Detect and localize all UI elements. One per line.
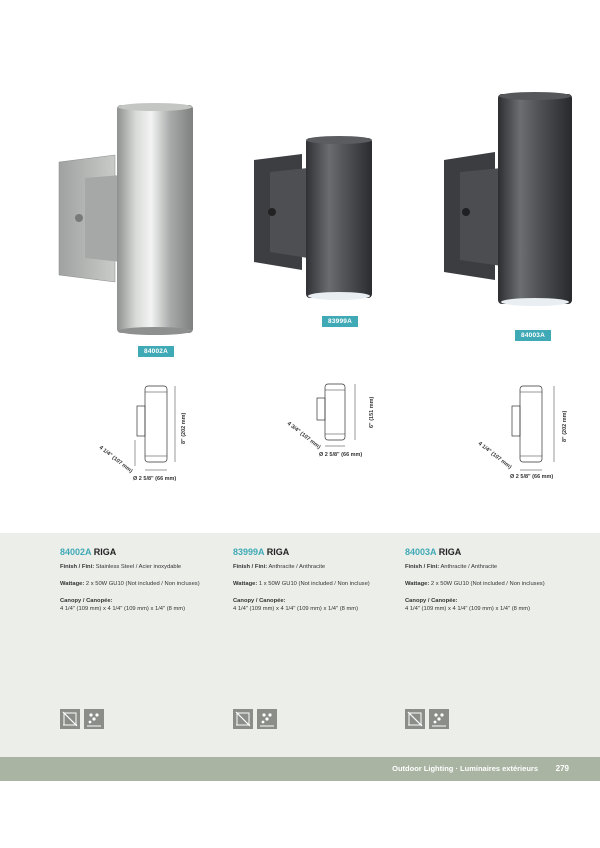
product-name: RIGA — [438, 547, 462, 557]
dim-diameter-84003a: Ø 2 5/8" (66 mm) — [510, 474, 554, 480]
wet-location-icon — [84, 709, 104, 729]
dim-height-84003a: 8" (202 mm) — [562, 410, 568, 442]
wattage-line: Wattage: 2 x 50W GU10 (Not included / Non incluses) — [60, 581, 200, 587]
dimension-drawing-84002a — [95, 378, 225, 488]
canopy-value: 4 1/4" (109 mm) x 4 1/4" (109 mm) x 1/4" (8 mm) — [405, 606, 531, 612]
product-image-83999a — [250, 130, 380, 310]
dimension-drawing-83999a — [285, 378, 405, 468]
product-tag-84003a: 84003A — [515, 330, 551, 341]
icon-group-83999a — [233, 709, 277, 729]
product-tag-84002a: 84002A — [138, 346, 174, 357]
product-tag-83999a: 83999A — [322, 316, 358, 327]
dim-height-84002a: 8" (202 mm) — [181, 412, 187, 444]
spec-column-84003a — [405, 547, 575, 613]
dim-depth-83999a: 4 3/4" (107 mm) — [285, 420, 322, 451]
dim-depth-84003a: 4 1/4" (107 mm) — [476, 440, 513, 471]
icon-group-84003a — [405, 709, 449, 729]
product-code: 83999A — [233, 547, 265, 557]
finish-line: Finish / Fini: Anthracite / Anthracite — [405, 564, 498, 570]
wet-location-icon — [257, 709, 277, 729]
finish-line: Finish / Fini: Anthracite / Anthracite — [233, 564, 326, 570]
icon-group-84002a — [60, 709, 104, 729]
canopy-label: Canopy / Canopée: — [60, 598, 113, 604]
spec-column-84002a — [60, 547, 230, 613]
no-dimmer-icon — [405, 709, 425, 729]
product-heading — [405, 547, 575, 557]
dim-diameter-83999a: Ø 2 5/8" (66 mm) — [319, 452, 363, 458]
no-dimmer-icon — [233, 709, 253, 729]
no-dimmer-icon — [60, 709, 80, 729]
product-code: 84002A — [60, 547, 92, 557]
page-number: 279 — [555, 764, 569, 773]
footer-section-title: Outdoor Lighting · Luminaires extérieurs — [392, 764, 538, 773]
finish-line: Finish / Fini: Stainless Steel / Acier inoxydable — [60, 564, 182, 570]
canopy-value: 4 1/4" (109 mm) x 4 1/4" (109 mm) x 1/4" (8 mm) — [60, 606, 186, 612]
dim-diameter-84002a: Ø 2 5/8" (66 mm) — [133, 476, 177, 482]
product-image-84002a — [55, 100, 205, 340]
product-name: RIGA — [266, 547, 290, 557]
specs-section — [0, 533, 600, 757]
dim-depth-84002a: 4 1/4" (107 mm) — [97, 444, 134, 475]
canopy-label: Canopy / Canopée: — [405, 598, 458, 604]
wet-location-icon — [429, 709, 449, 729]
canopy-value: 4 1/4" (109 mm) x 4 1/4" (109 mm) x 1/4" (8 mm) — [233, 606, 359, 612]
dimension-drawing-84003a — [470, 378, 600, 488]
wattage-line: Wattage: 2 x 50W GU10 (Not included / Non incluses) — [405, 581, 545, 587]
product-heading — [60, 547, 230, 557]
spec-column-83999a — [233, 547, 403, 613]
canopy-label: Canopy / Canopée: — [233, 598, 286, 604]
wattage-line: Wattage: 1 x 50W GU10 (Not included / Non incluse) — [233, 581, 370, 587]
product-image-84003a — [440, 90, 580, 315]
page-footer — [0, 757, 600, 781]
product-heading — [233, 547, 403, 557]
product-code: 84003A — [405, 547, 437, 557]
dim-height-83999a: 6" (151 mm) — [369, 396, 375, 428]
product-name: RIGA — [93, 547, 117, 557]
